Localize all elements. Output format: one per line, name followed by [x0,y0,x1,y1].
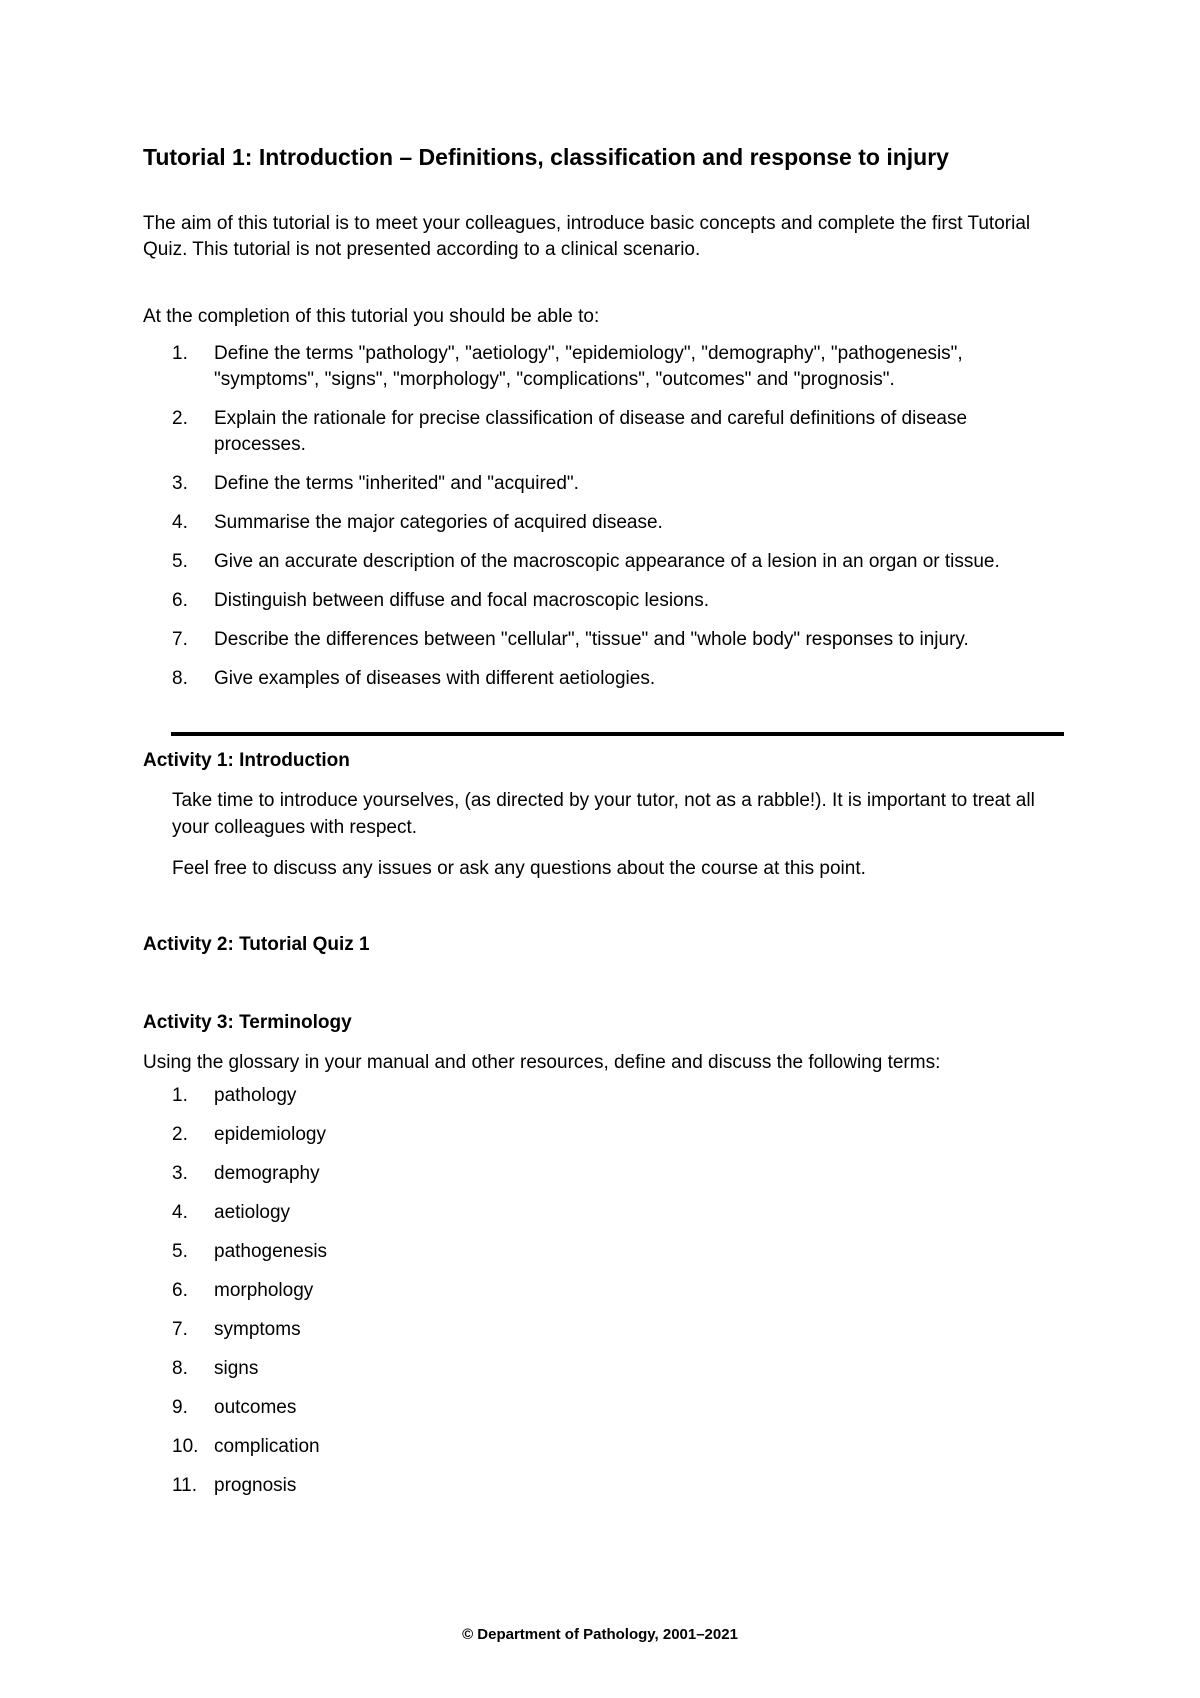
objective-number: 8. [172,668,188,689]
term-item [143,1239,643,1278]
section-divider [171,732,1064,736]
term-text: complication [214,1436,320,1457]
term-number: 10. [172,1436,199,1457]
objective-number: 7. [172,629,188,650]
activity-3-heading: Activity 3: Terminology [143,1012,352,1033]
term-text: demography [214,1163,320,1184]
objectives-list [143,341,1063,705]
page-title: Tutorial 1: Introduction – Definitions, classification and response to injury [143,144,949,170]
activity-2-heading: Activity 2: Tutorial Quiz 1 [143,934,370,955]
term-text: epidemiology [214,1124,326,1145]
term-text: outcomes [214,1397,297,1418]
objective-number: 6. [172,590,188,611]
objective-item [143,341,1063,393]
term-item [143,1317,643,1356]
objective-number: 5. [172,551,188,572]
term-text: pathology [214,1085,297,1106]
intro-paragraph: The aim of this tutorial is to meet your colleagues, introduce basic concepts and complete the first Tutorial Quiz. This tutorial is not presented according to a clinical scenario. [143,213,1031,260]
term-number: 1. [172,1085,188,1106]
objective-text: Explain the rationale for precise classification of disease and careful definitions of disease processes. [214,408,968,455]
term-number: 6. [172,1280,188,1301]
activity-1-paragraph-2: Feel free to discuss any issues or ask any questions about the course at this point. [172,858,866,879]
term-item [143,1278,643,1317]
term-item [143,1434,643,1473]
objective-text: Describe the differences between "cellular", "tissue" and "whole body" responses to injury. [214,629,969,650]
objective-text: Give an accurate description of the macroscopic appearance of a lesion in an organ or tissue. [214,551,1000,572]
term-text: signs [214,1358,259,1379]
term-item [143,1122,643,1161]
term-number: 4. [172,1202,188,1223]
objective-text: Give examples of diseases with different aetiologies. [214,668,656,689]
term-text: symptoms [214,1319,301,1340]
objective-item [143,406,1063,458]
term-item [143,1200,643,1239]
activity-1-heading: Activity 1: Introduction [143,750,350,771]
objective-item [143,627,1063,653]
term-number: 11. [172,1475,198,1496]
term-number: 9. [172,1397,188,1418]
objective-item [143,549,1063,575]
objective-item [143,471,1063,497]
objectives-lead: At the completion of this tutorial you should be able to: [143,306,600,327]
objective-text: Define the terms "inherited" and "acquired". [214,473,579,494]
objective-number: 3. [172,473,188,494]
terms-list [143,1083,643,1512]
objective-item [143,666,1063,692]
objective-item [143,588,1063,614]
objective-text: Distinguish between diffuse and focal macroscopic lesions. [214,590,709,611]
term-text: prognosis [214,1475,297,1496]
term-number: 2. [172,1124,188,1145]
term-item [143,1395,643,1434]
objective-item [143,510,1063,536]
term-number: 8. [172,1358,188,1379]
page-footer: © Department of Pathology, 2001–2021 [462,1626,738,1643]
term-number: 3. [172,1163,188,1184]
term-number: 5. [172,1241,188,1262]
objective-text: Summarise the major categories of acquired disease. [214,512,663,533]
objective-number: 1. [172,343,188,364]
term-item [143,1161,643,1200]
activity-1-paragraph-1: Take time to introduce yourselves, (as directed by your tutor, not as a rabble!). It is important to treat all your colleagues with respect. [172,790,1035,838]
term-text: morphology [214,1280,314,1301]
activity-3-lead: Using the glossary in your manual and other resources, define and discuss the following terms: [143,1052,941,1073]
term-item [143,1356,643,1395]
term-text: pathogenesis [214,1241,328,1262]
term-number: 7. [172,1319,188,1340]
term-item [143,1473,643,1512]
objective-number: 2. [172,408,188,429]
objective-number: 4. [172,512,188,533]
objective-text: Define the terms "pathology", "aetiology", "epidemiology", "demography", "pathogenesis", "symptoms", "signs", "morphology", "complications", "outcomes" and "prognosis". [214,343,963,390]
term-item [143,1083,643,1122]
term-text: aetiology [214,1202,291,1223]
